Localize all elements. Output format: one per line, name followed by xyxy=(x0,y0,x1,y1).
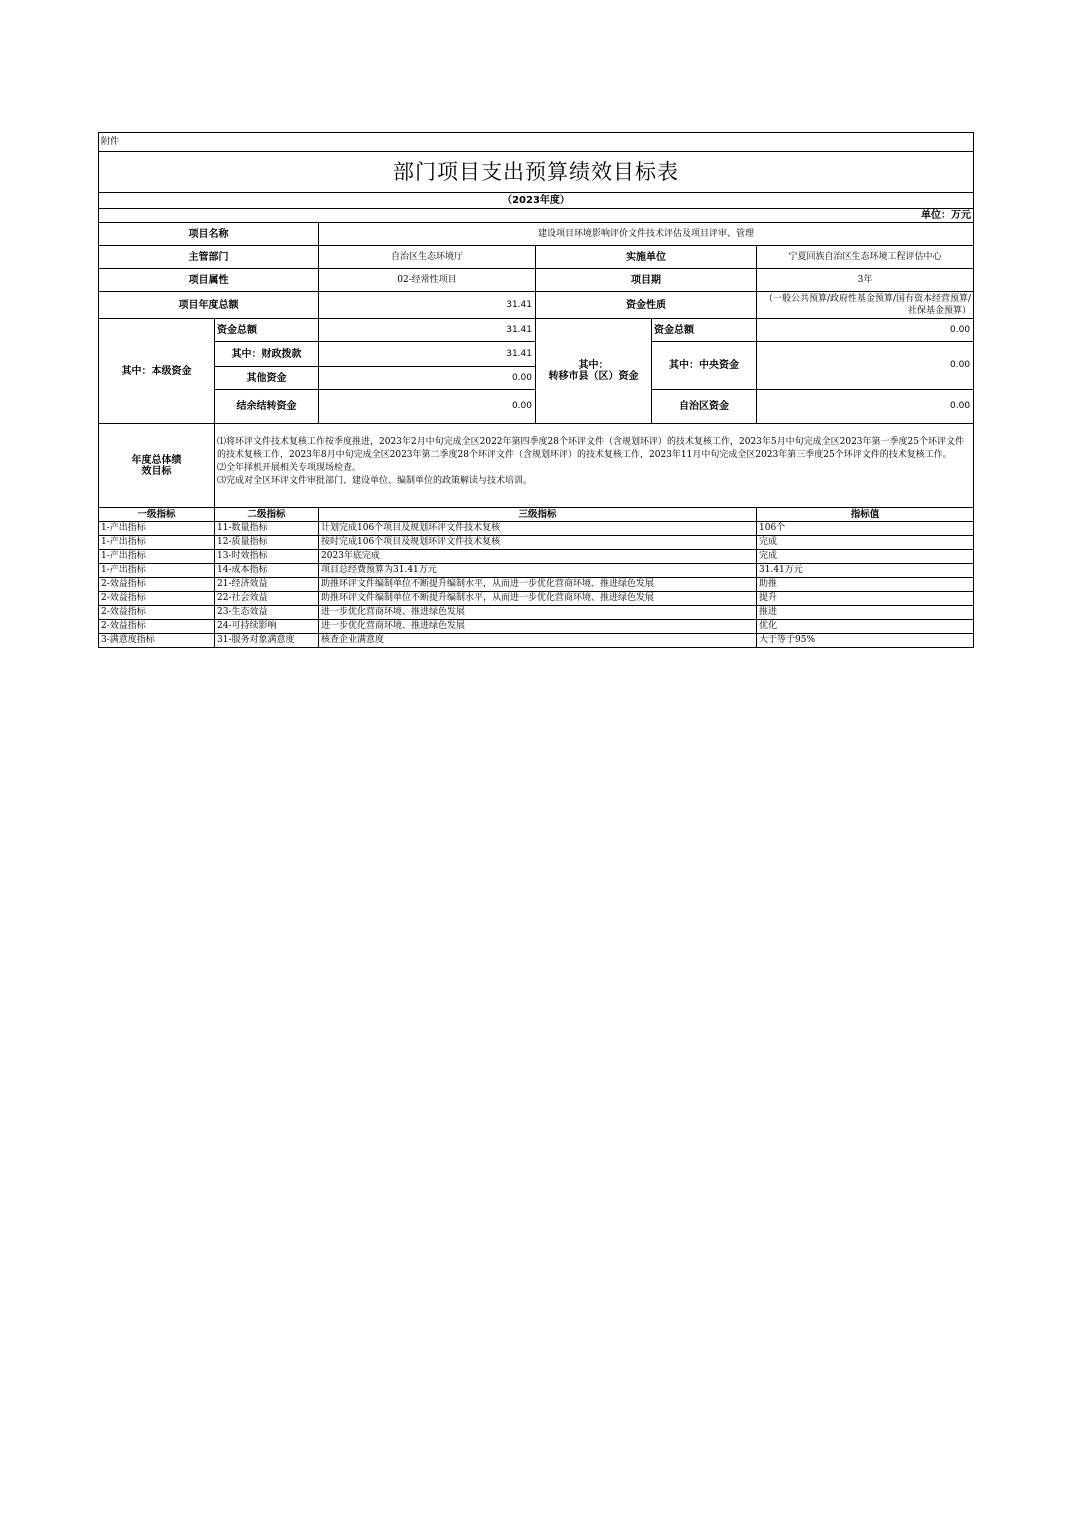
central-funds-label: 其中：中央资金 xyxy=(652,342,757,390)
project-period-value: 3年 xyxy=(757,269,974,292)
indicator-row xyxy=(99,606,974,620)
transfer-funds-label-line1: 其中： xyxy=(578,360,609,371)
indicator-header-level3: 三级指标 xyxy=(319,508,757,522)
unit-label: 单位：万元 xyxy=(99,209,974,223)
indicator-level1: 2-效益指标 xyxy=(99,606,215,620)
fund-total-value: 31.41 xyxy=(319,319,536,342)
indicator-value: 推进 xyxy=(757,606,974,620)
indicator-level2: 31-服务对象满意度 xyxy=(215,634,319,648)
indicator-row xyxy=(99,564,974,578)
dept-label: 主管部门 xyxy=(99,246,319,269)
performance-target-sheet xyxy=(98,132,973,648)
project-name-label: 项目名称 xyxy=(99,223,319,246)
indicator-value: 完成 xyxy=(757,536,974,550)
indicator-level3: 2023年底完成 xyxy=(319,550,757,564)
transfer-total-label: 资金总额 xyxy=(652,319,757,342)
indicator-level3: 计划完成106个项目及规划环评文件技术复核 xyxy=(319,522,757,536)
impl-unit-label: 实施单位 xyxy=(536,246,757,269)
attachment-label: 附件 xyxy=(99,133,974,152)
goal-item-1: ⑴将环评文件技术复核工作按季度推进，2023年2月中旬完成全区2022年第四季度28个环评文件（含规划环评）的技术复核工作，2023年5月中旬完成全区2023年第一季度25个环评文件的技术复核工作，2023年8月中旬完成全区2023年第二季度28个环评文件（含规划环评）的技术复核工作，2023年11月中旬完成全区2023年第三季度25个环评文件的技术复核工作。 xyxy=(217,437,964,460)
annual-total-value: 31.41 xyxy=(319,292,536,319)
indicator-row xyxy=(99,536,974,550)
indicator-row xyxy=(99,550,974,564)
indicator-level1: 3-满意度指标 xyxy=(99,634,215,648)
project-attr-value: 02-经常性项目 xyxy=(319,269,536,292)
indicator-level2: 24-可持续影响 xyxy=(215,620,319,634)
goal-item-2: ⑵全年择机开展相关专项现场检查。 xyxy=(217,463,362,473)
indicator-level3: 按时完成106个项目及规划环评文件技术复核 xyxy=(319,536,757,550)
dept-value: 自治区生态环境厅 xyxy=(319,246,536,269)
indicator-level2: 14-成本指标 xyxy=(215,564,319,578)
indicator-level3: 进一步优化营商环境、推进绿色发展 xyxy=(319,620,757,634)
indicator-value: 助推 xyxy=(757,578,974,592)
project-attr-label: 项目属性 xyxy=(99,269,319,292)
transfer-funds-label xyxy=(536,319,652,424)
indicator-value: 优化 xyxy=(757,620,974,634)
year-label: （2023年度） xyxy=(99,193,974,209)
central-funds-value: 0.00 xyxy=(757,342,974,390)
project-name-value: 建设项目环境影响评价文件技术评估及项目评审、管理 xyxy=(319,223,974,246)
other-funds-label: 其他资金 xyxy=(215,367,319,390)
indicator-level2: 22-社会效益 xyxy=(215,592,319,606)
goal-item-3: ⑶完成对全区环评文件审批部门、建设单位、编制单位的政策解读与技术培训。 xyxy=(217,476,533,486)
fund-total-label: 资金总额 xyxy=(215,319,319,342)
carryover-funds-value: 0.00 xyxy=(319,390,536,424)
indicator-level1: 2-效益指标 xyxy=(99,578,215,592)
annual-goal-label: 年度总体绩效目标 xyxy=(99,424,215,508)
fund-nature-label: 资金性质 xyxy=(536,292,757,319)
other-funds-value: 0.00 xyxy=(319,367,536,390)
indicator-level2: 23-生态效益 xyxy=(215,606,319,620)
indicator-row xyxy=(99,522,974,536)
fiscal-grant-label: 其中：财政拨款 xyxy=(215,342,319,367)
local-funds-label: 其中：本级资金 xyxy=(99,319,215,424)
carryover-funds-label: 结余结转资金 xyxy=(215,390,319,424)
transfer-funds-label-line2: 转移市县（区）资金 xyxy=(548,371,639,382)
budget-table xyxy=(98,132,974,648)
indicator-value: 完成 xyxy=(757,550,974,564)
indicator-level3: 核查企业满意度 xyxy=(319,634,757,648)
impl-unit-value: 宁夏回族自治区生态环境工程评估中心 xyxy=(757,246,974,269)
indicator-level3: 助推环评文件编制单位不断提升编制水平，从而进一步优化营商环境、推进绿色发展 xyxy=(319,578,757,592)
page-title: 部门项目支出预算绩效目标表 xyxy=(99,152,974,193)
indicator-level3: 助推环评文件编制单位不断提升编制水平，从而进一步优化营商环境、推进绿色发展 xyxy=(319,592,757,606)
indicator-level1: 1-产出指标 xyxy=(99,522,215,536)
indicator-value: 提升 xyxy=(757,592,974,606)
indicator-level1: 1-产出指标 xyxy=(99,564,215,578)
indicator-level2: 13-时效指标 xyxy=(215,550,319,564)
indicator-level1: 2-效益指标 xyxy=(99,620,215,634)
indicator-header-level1: 一级指标 xyxy=(99,508,215,522)
indicator-header-value: 指标值 xyxy=(757,508,974,522)
indicator-level3: 项目总经费预算为31.41万元 xyxy=(319,564,757,578)
fund-nature-value: （一般公共预算/政府性基金预算/国有资本经营预算/社保基金预算） xyxy=(757,292,974,319)
indicator-level3: 进一步优化营商环境、推进绿色发展 xyxy=(319,606,757,620)
region-funds-value: 0.00 xyxy=(757,390,974,424)
annual-total-label: 项目年度总额 xyxy=(99,292,319,319)
region-funds-label: 自治区资金 xyxy=(652,390,757,424)
indicator-level1: 1-产出指标 xyxy=(99,550,215,564)
transfer-total-value: 0.00 xyxy=(757,319,974,342)
indicator-value: 106个 xyxy=(757,522,974,536)
indicator-level1: 2-效益指标 xyxy=(99,592,215,606)
indicator-value: 31.41万元 xyxy=(757,564,974,578)
indicator-row xyxy=(99,592,974,606)
indicator-row xyxy=(99,634,974,648)
annual-goal-text xyxy=(215,424,974,508)
indicator-row xyxy=(99,578,974,592)
indicator-level1: 1-产出指标 xyxy=(99,536,215,550)
indicator-value: 大于等于95% xyxy=(757,634,974,648)
project-period-label: 项目期 xyxy=(536,269,757,292)
indicator-level2: 21-经济效益 xyxy=(215,578,319,592)
indicator-row xyxy=(99,620,974,634)
fiscal-grant-value: 31.41 xyxy=(319,342,536,367)
indicator-level2: 12-质量指标 xyxy=(215,536,319,550)
indicator-level2: 11-数量指标 xyxy=(215,522,319,536)
indicator-header-level2: 二级指标 xyxy=(215,508,319,522)
